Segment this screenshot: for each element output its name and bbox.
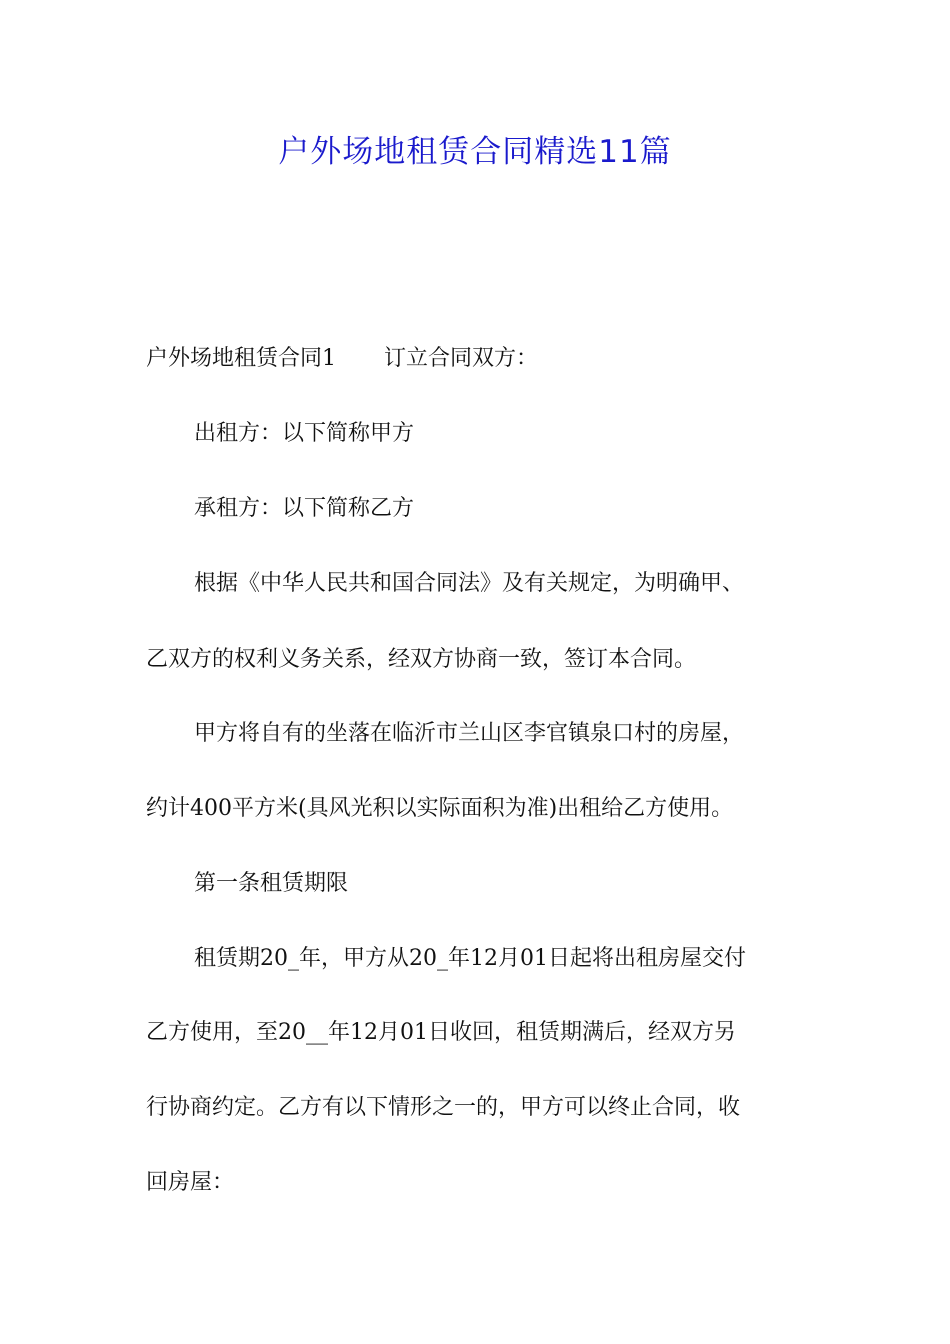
text-line: 根据《中华人民共和国合同法》及有关规定，为明确甲、 [194, 571, 745, 596]
document-title: 户外场地租赁合同精选11篇 [278, 134, 672, 170]
text-line: 回房屋： [146, 1170, 235, 1195]
text-line: 租赁期20_年，甲方从20_年12月01日起将出租房屋交付 [194, 946, 746, 971]
contract-heading-label: 户外场地租赁合同1 [146, 346, 336, 371]
section-heading: 第一条租赁期限 [194, 871, 349, 896]
text-line: 乙方使用，至20__年12月01日收回，租赁期满后，经双方另 [146, 1020, 736, 1045]
text-line: 承租方：以下简称乙方 [194, 496, 415, 521]
text-line: 约计400平方米(具风光积以实际面积为准)出租给乙方使用。 [146, 796, 734, 821]
text-line: 乙双方的权利义务关系，经双方协商一致，签订本合同。 [146, 647, 697, 672]
text-line: 甲方将自有的坐落在临沂市兰山区李官镇泉口村的房屋， [194, 721, 745, 746]
contract-heading-rest: 订立合同双方： [384, 346, 539, 371]
contract-heading [146, 344, 538, 374]
text-line: 出租方：以下简称甲方 [194, 421, 415, 446]
text-line: 行协商约定。乙方有以下情形之一的，甲方可以终止合同，收 [146, 1095, 741, 1120]
